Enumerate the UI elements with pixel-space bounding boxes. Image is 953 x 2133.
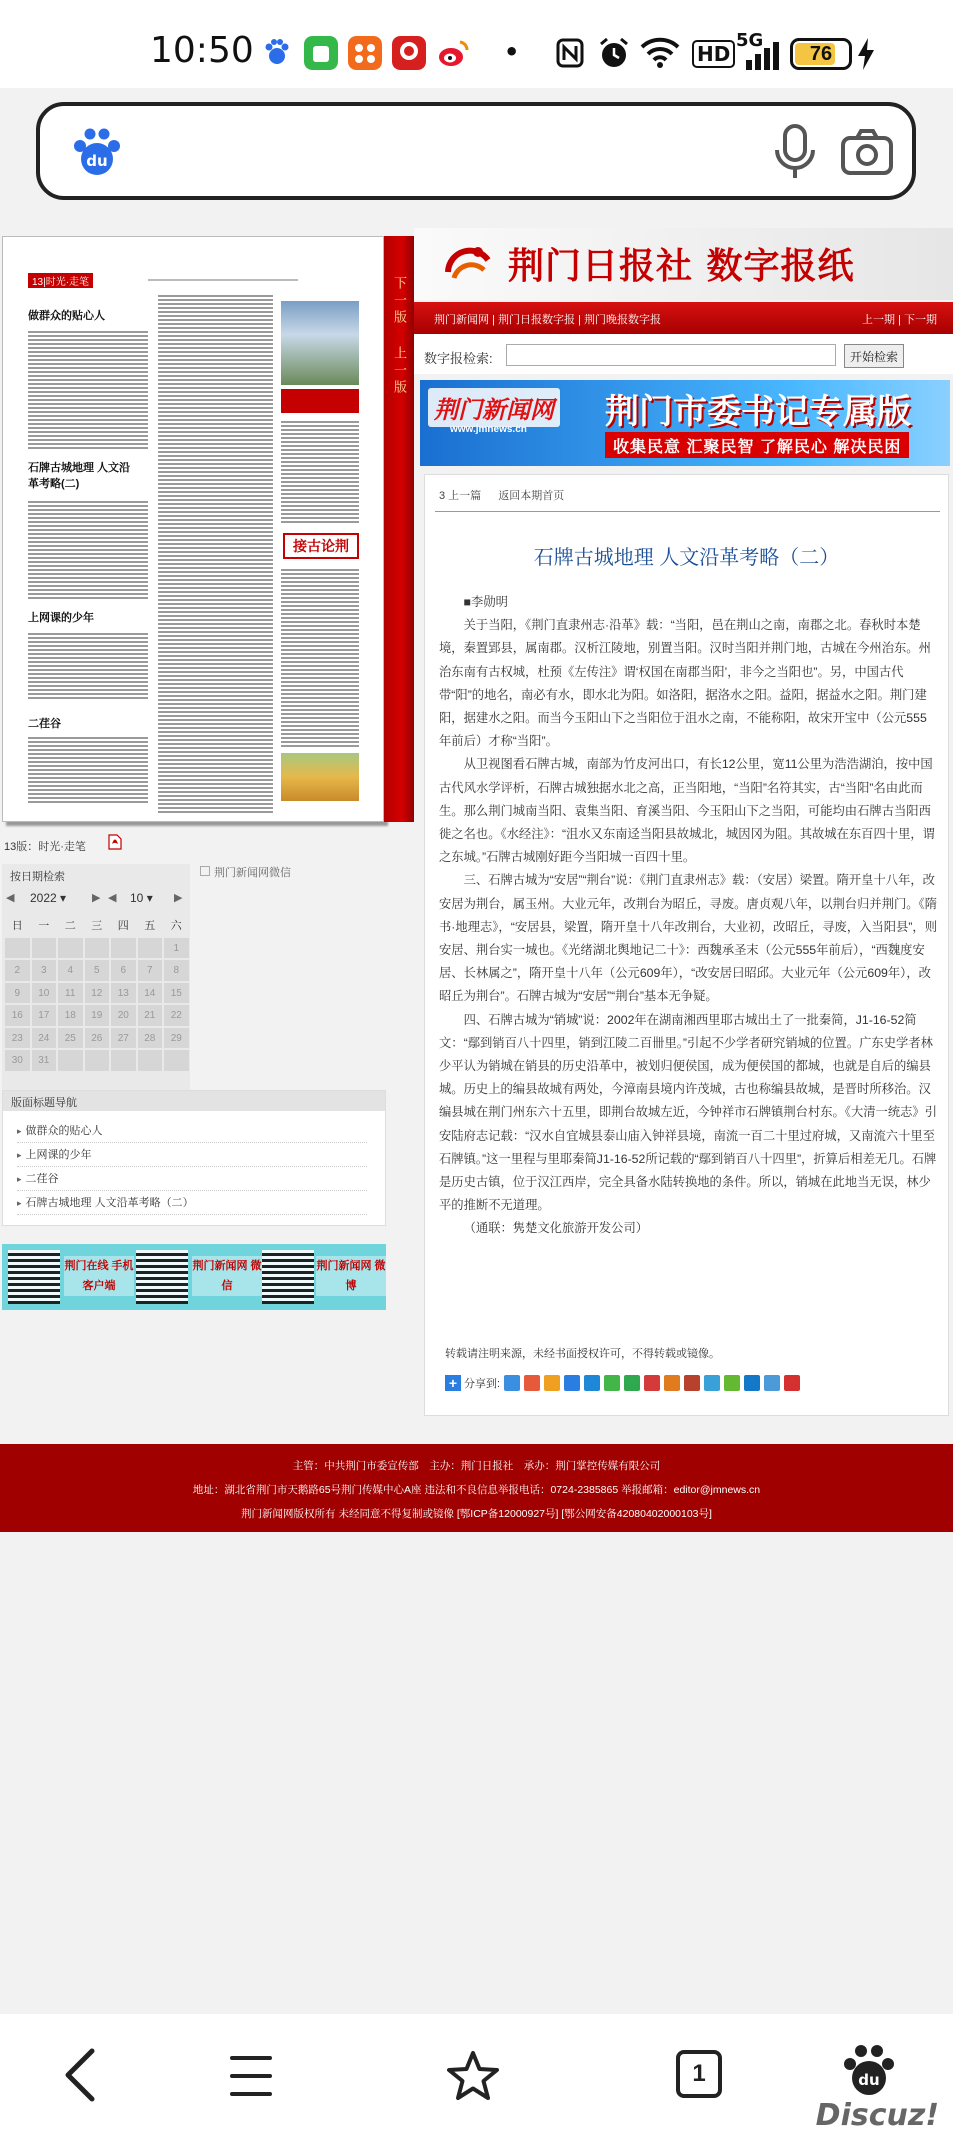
toc-item[interactable]: ▸ 做群众的贴心人 (17, 1119, 367, 1143)
divider (435, 511, 940, 512)
calendar-empty-cell (57, 937, 84, 960)
search-label: 数字报检索: (424, 351, 493, 366)
article-paragraph: 三、石牌古城为“安居”“荆台”说：《荆门直隶州志》载：（安居）梁置。隋开皇十八年，改安居为荆台，属玉州。大业元年，改荆台为昭丘，寻废。唐贞观八年，以荆台归并荆门。《隋书·地理志》，“安居县，梁置，隋开皇十八年改荆台，大业初，改昭丘，寻废，入当阳县”，则安居、荆台实一城也。《光绪湖北舆地记二十》：西魏承圣末（公元555年前后），“西魏度安居、长林属之”，隋开皇十八年（公元609年），“改安居曰昭邱。大业元年（公元609年），改昭丘为荆台”。石牌古城为“安居”“荆台”基本无争疑。 (439, 873, 938, 1004)
calendar-grid (4, 914, 190, 1072)
calendar-weekday: 五 (137, 914, 164, 937)
battery-indicator (790, 38, 852, 70)
promo-banner[interactable] (420, 380, 950, 466)
promo-label-app: 荆门在线 手机客户端 (64, 1256, 134, 1296)
qr-code-app (8, 1250, 60, 1304)
calendar-empty-cell (84, 1049, 111, 1072)
calendar-day[interactable]: 12 (84, 982, 111, 1005)
browser-bottom-bar (0, 2014, 953, 2133)
baidu-app-icon (260, 36, 294, 70)
text-block (158, 293, 273, 813)
nav-bar (414, 302, 953, 334)
share-row (445, 1375, 800, 1391)
network-type: 5G (736, 30, 764, 51)
year-select[interactable]: 2022 ▾ (30, 891, 67, 905)
share-tqq-icon[interactable] (564, 1375, 580, 1391)
calendar-day[interactable]: 11 (57, 982, 84, 1005)
photo-field (281, 753, 359, 801)
site-logo-icon (444, 242, 492, 284)
broken-image-icon (200, 866, 210, 876)
calendar-day[interactable]: 3 (31, 959, 58, 982)
calendar-day[interactable]: 17 (31, 1004, 58, 1027)
article-title: 石牌古城地理 人文沿革考略（二） (533, 547, 840, 569)
share-plus-icon[interactable]: + (445, 1375, 461, 1391)
text-block (28, 499, 148, 599)
issue-home-link[interactable]: 返回本期首页 (498, 490, 565, 502)
calendar-day[interactable]: 9 (4, 982, 31, 1005)
calendar-weekday: 日 (4, 914, 31, 937)
calendar-empty-cell (110, 1049, 137, 1072)
article-body (439, 591, 939, 1241)
green-app-icon (304, 36, 338, 70)
divider (148, 279, 298, 281)
baidu-du-icon[interactable] (70, 126, 124, 180)
text-block (28, 329, 148, 449)
toc-item[interactable]: ▸ 石牌古城地理 人文沿革考略（二） (17, 1191, 367, 1215)
calendar-day[interactable]: 5 (84, 959, 111, 982)
share-print-icon[interactable] (764, 1375, 780, 1391)
battery-percent: 76 (809, 43, 833, 65)
share-msn-icon[interactable] (744, 1375, 760, 1391)
banner-logo: 荆门新闻网 (428, 388, 560, 427)
calendar-day[interactable]: 26 (84, 1027, 111, 1050)
site-header (414, 228, 953, 300)
calendar-empty-cell (31, 937, 58, 960)
qr-code-wechat (136, 1250, 188, 1304)
banner-url: www.jmnews.cn (450, 424, 527, 435)
calendar-day[interactable]: 25 (57, 1027, 84, 1050)
banner-title: 荆门市委书记专属版 (605, 392, 911, 432)
orange-app-icon (348, 36, 382, 70)
month-value: 10 (130, 891, 144, 905)
text-block (281, 567, 359, 747)
footer-line-2: 地址：湖北省荆门市天鹅路65号荆门传媒中心A座 违法和不良信息举报电话：0724-2385865 举报邮箱：editor@jmnews.cn (192, 1484, 761, 1496)
calendar-controls (2, 888, 190, 910)
camera-icon[interactable] (840, 128, 894, 176)
calendar-day[interactable]: 28 (137, 1027, 164, 1050)
weibo-icon (436, 36, 470, 70)
article-author: ■李勋明 (463, 595, 508, 609)
page-tag-bar (28, 273, 358, 287)
photo-banner (281, 389, 359, 413)
next-year-icon[interactable]: ▶ (92, 892, 101, 904)
month-select[interactable]: 10 ▾ (130, 891, 153, 905)
wechat-image-alt: 荆门新闻网微信 (214, 867, 291, 879)
page-tag: 13|时光·走笔 (28, 273, 93, 288)
nav-links[interactable]: 荆门新闻网 | 荆门日报数字报 | 荆门晚报数字报 (434, 314, 661, 326)
site-footer (0, 1444, 953, 1532)
toc-list (17, 1119, 367, 1215)
calendar-empty-cell (84, 937, 111, 960)
share-douban-icon[interactable] (624, 1375, 640, 1391)
share-people-icon[interactable] (584, 1375, 600, 1391)
calendar-day[interactable]: 22 (163, 1004, 190, 1027)
footer-line-3: 荆门新闻网版权所有 未经同意不得复制或镜像 [鄂ICP备12000927号] [鄂公网安备42080402000103号] (241, 1508, 712, 1520)
calendar-empty-cell (57, 1049, 84, 1072)
toc-title: 版面标题导航 (3, 1091, 385, 1111)
newspaper-page-thumbnail[interactable] (2, 236, 384, 822)
prev-year-icon[interactable]: ◀ (6, 892, 15, 904)
calendar-empty-cell (110, 937, 137, 960)
thumb-headline-1: 做群众的贴心人 (28, 310, 105, 322)
share-weibo-icon[interactable] (524, 1375, 540, 1391)
microphone-icon[interactable] (770, 124, 820, 180)
calendar-day[interactable]: 31 (31, 1049, 58, 1072)
charging-icon (856, 38, 876, 70)
article-paragraph: 关于当阳，《荆门直隶州志·沿革》载：“当阳，邑在荆山之南，南郡之北。春秋时本楚境，秦置郢县，属南郡。汉析江陵地，别置当阳。汉时当阳并荆门地，古城在今州治东。州治东南有古权城，杜预《左传注》谓‘权国在南郡当阳’，非今之当阳也”。另，中国古代带“阳”的地名，南必有水，即水北为阳。如洛阳，据洛水之阳。益阳，据益水之阳。荆门建阳，据建水之阳。而当今玉阳山下之当阳位于沮水之南，不能称阳，故宋开宝中（公元555年前后）才称“当阳”。 (439, 618, 931, 749)
search-input[interactable] (506, 344, 836, 366)
tabs-count-button[interactable]: 1 (676, 2050, 722, 2098)
share-qzone-icon[interactable] (504, 1375, 520, 1391)
calendar-empty-cell (4, 937, 31, 960)
share-label: 分享到: (464, 1378, 501, 1390)
calendar-day[interactable]: 7 (137, 959, 164, 982)
menu-icon[interactable] (228, 2054, 274, 2098)
current-page-label: 13版：时光·走笔 (4, 841, 86, 853)
calendar-day[interactable]: 10 (31, 982, 58, 1005)
alarm-icon (598, 36, 630, 70)
prev-article-link[interactable]: 3 上一篇 (439, 490, 482, 502)
discuz-watermark: Discuz! (815, 2098, 939, 2133)
article (424, 474, 949, 1416)
baidu-home-icon[interactable] (840, 2042, 898, 2100)
search-row (414, 334, 953, 374)
toc-item[interactable]: ▸ 上网课的少年 (17, 1143, 367, 1167)
qr-code-weibo (262, 1250, 314, 1304)
prev-page-link[interactable]: 上一版 (392, 346, 407, 397)
promo-label-wechat: 荆门新闻网 微信 (192, 1256, 262, 1296)
footer-line-1: 主管：中共荆门市委宣传部 主办：荆门日报社 承办：荆门掌控传媒有限公司 (292, 1460, 661, 1472)
status-bar (0, 0, 953, 88)
banner-slogan: 收集民意 汇聚民智 了解民心 解决民困 (605, 432, 909, 458)
share-baidu-icon[interactable] (684, 1375, 700, 1391)
calendar-day[interactable]: 13 (110, 982, 137, 1005)
pdf-download-icon[interactable] (108, 834, 122, 850)
web-content[interactable] (0, 208, 953, 2014)
back-icon[interactable] (62, 2048, 98, 2102)
calendar-weekday: 二 (57, 914, 84, 937)
thumb-headline-2: 石牌古城地理 人文沿革考略(二) (28, 462, 131, 490)
article-paragraph: （通联：隽楚文化旅游开发公司） (463, 1221, 649, 1236)
prev-month-icon[interactable]: ◀ (108, 892, 117, 904)
calendar-day[interactable]: 16 (4, 1004, 31, 1027)
thumb-headline-3: 上网课的少年 (28, 612, 94, 624)
thumb-headline-4: 二荏谷 (28, 718, 61, 730)
calendar-day[interactable]: 30 (4, 1049, 31, 1072)
browser-bar (0, 88, 953, 208)
copyright-note: 转载请注明来源，未经书面授权许可，不得转载或镜像。 (445, 1348, 720, 1360)
share-kaixin-icon[interactable] (604, 1375, 620, 1391)
promo-label-weibo: 荆门新闻网 微博 (316, 1256, 386, 1296)
site-name: 荆门日报社 数字报纸 (508, 245, 855, 287)
clock: 10:50 (150, 30, 254, 71)
text-block (28, 631, 148, 701)
share-wechat-icon[interactable] (724, 1375, 740, 1391)
share-more-icon[interactable] (784, 1375, 800, 1391)
issue-nav: 上一期 | 下一期 (862, 314, 937, 326)
next-page-link[interactable]: 下一版 (392, 276, 407, 327)
calendar-day[interactable]: 24 (31, 1027, 58, 1050)
calendar-day[interactable]: 4 (57, 959, 84, 982)
calendar-empty-cell (163, 1049, 190, 1072)
calendar-day[interactable]: 18 (57, 1004, 84, 1027)
calendar-day[interactable]: 19 (84, 1004, 111, 1027)
article-paragraph: 四、石牌古城为“销城”说：2002年在湖南湘西里耶古城出土了一批秦简，J1-16-52简文：“鄢到销百八十四里，销到江陵二百卌里。”引起不少学者研究销城的位置。广东史学者林少平认为销城在销县的历史沿革中，被划归便侯国，成为便侯国的都城，也就是自后的编县城。历史上的编县故城有两处，今漳南县境内许茂城，古也称编县故城，是晋时所移治。汉编县城在荆门州东六十五里，即荆台故城左近，今钟祥市石牌镇荆台村东。《大清一统志》引安陆府志记载：“汉水自宜城县泰山庙入钟祥县境，南流一百二十里过府城，又南流六十里至石牌镇。”这一里程与里耶秦简J1-16-52所记载的“鄢到销百八十四里”，折算后相差无几。石牌是历史古镇，位于汉江西岸，完全具备水陆转换地的条件。所以，销城在此地当无误，林少平的推断不无道理。 (439, 1012, 938, 1213)
calendar-weekday: 四 (110, 914, 137, 937)
next-issue-link[interactable]: 下一期 (904, 314, 937, 326)
red-app-icon (392, 36, 426, 70)
search-button[interactable]: 开始检索 (844, 344, 904, 368)
photo-house (281, 301, 359, 385)
hd-badge: HD (692, 40, 735, 68)
year-value: 2022 (30, 891, 57, 905)
text-block (28, 735, 148, 805)
browser-search-box[interactable] (36, 102, 916, 200)
nfc-icon (556, 38, 584, 68)
date-calendar (2, 864, 190, 1104)
calendar-day[interactable]: 29 (163, 1027, 190, 1050)
calendar-day[interactable]: 2 (4, 959, 31, 982)
page-nav-ribbon (384, 236, 414, 822)
bookmark-star-icon[interactable] (446, 2050, 500, 2102)
calendar-day[interactable]: 8 (163, 959, 190, 982)
notification-dot-icon: • (504, 38, 520, 66)
calendar-day[interactable]: 15 (163, 982, 190, 1005)
calendar-weekday: 一 (31, 914, 58, 937)
page-toc (2, 1090, 386, 1226)
calendar-empty-cell (137, 937, 164, 960)
svg-text:du: du (858, 2071, 880, 2089)
signal-icon (736, 42, 780, 70)
svg-text:du: du (86, 152, 108, 170)
calendar-day[interactable]: 14 (137, 982, 164, 1005)
calendar-day[interactable]: 27 (110, 1027, 137, 1050)
calendar-title: 按日期检索 (10, 871, 65, 883)
calendar-weekday: 三 (84, 914, 111, 937)
calendar-day[interactable]: 23 (4, 1027, 31, 1050)
share-netease-icon[interactable] (644, 1375, 660, 1391)
calendar-day[interactable]: 1 (163, 937, 190, 960)
calendar-weekday: 六 (163, 914, 190, 937)
share-renren-icon[interactable] (544, 1375, 560, 1391)
prev-issue-link[interactable]: 上一期 (862, 314, 896, 326)
promo-qr-strip[interactable] (2, 1244, 386, 1310)
calendar-day[interactable]: 6 (110, 959, 137, 982)
next-month-icon[interactable]: ▶ (174, 892, 183, 904)
calendar-day[interactable]: 21 (137, 1004, 164, 1027)
wifi-icon (640, 36, 680, 68)
toc-item[interactable]: ▸ 二荏谷 (17, 1167, 367, 1191)
corner-logo: 接古论荆 (283, 533, 359, 559)
text-block (281, 419, 359, 525)
calendar-day[interactable]: 20 (110, 1004, 137, 1027)
share-fetion-icon[interactable] (704, 1375, 720, 1391)
article-nav (439, 487, 578, 503)
calendar-empty-cell (137, 1049, 164, 1072)
share-sohu-icon[interactable] (664, 1375, 680, 1391)
article-paragraph: 从卫视图看石牌古城，南部为竹皮河出口，有长12公里，宽11公里为浩浩湖泊，按中国古代风水学评析，石牌古城独据水北之高，正当阳地，“当阳”名符其实，古“当阳”名由此而生。那么荆门城南当阳、袁集当阳、育溪当阳、今玉阳山下之当阳，可能均由石牌古当阳西徙之名也。《水经注》：“沮水又东南迳当阳县故城北，城因冈为阻。其故城在东百四十里，谓之东城。”石牌古城刚好距今当阳城一百四十里。 (439, 757, 935, 865)
